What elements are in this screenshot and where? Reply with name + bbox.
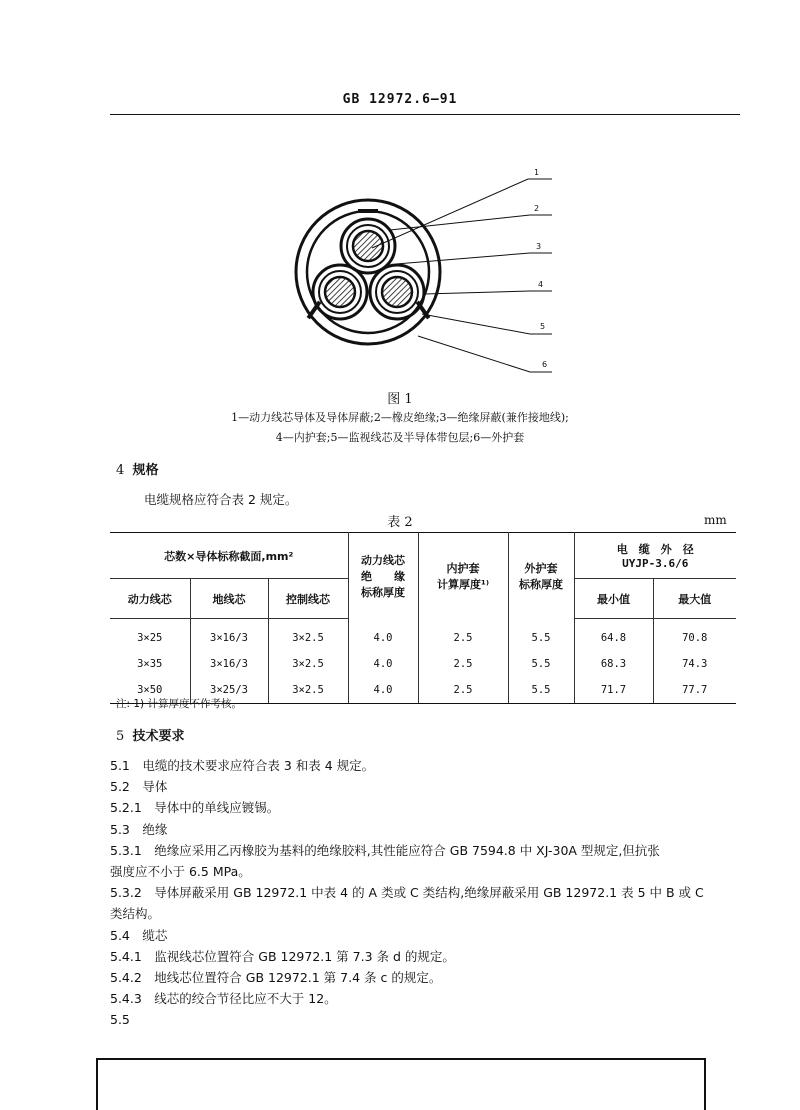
clause-line: 5.3.2 导体屏蔽采用 GB 12972.1 中表 4 的 A 类或 C 类结构,绝缘屏蔽采用 GB 12972.1 表 5 中 B 或 C (110, 885, 704, 901)
clause-line: 5.3 绝缘 (110, 821, 168, 837)
header-max: 最大值 (653, 579, 736, 619)
page-header: GB 12972.6—91 (342, 92, 458, 107)
header-rule (110, 114, 740, 115)
section-5-heading (116, 725, 185, 744)
table-title: 表 2 (387, 515, 413, 530)
header-insulation: 动力线芯 绝 缘 标称厚度 (348, 533, 418, 619)
monitor-core (358, 209, 378, 213)
figure-caption-line-2: 4—内护套;5—监视线芯及半导体带包层;6—外护套 (275, 431, 525, 444)
figure-caption-line-1: 1—动力线芯导体及导体屏蔽;2—橡皮绝缘;3—绝缘屏蔽(兼作接地线); (231, 411, 569, 424)
clause-line: 5.3.1 绝缘应采用乙丙橡胶为基料的绝缘胶料,其性能应符合 GB 7594.8 中 XJ-30A 型规定,但抗张 (110, 842, 660, 858)
clause-line: 5.1 电缆的技术要求应符合表 3 和表 4 规定。 (110, 758, 375, 773)
clause-line: 5.2 导体 (110, 779, 168, 795)
clause-line: 类结构。 (110, 906, 161, 922)
section-number: 5 (116, 729, 125, 744)
power-core (313, 265, 367, 319)
leader-line-4 (424, 291, 552, 294)
table-row: 3×25 3×16/3 3×2.5 4.0 2.5 5.5 64.8 70.8 (110, 619, 736, 652)
leader-line-3 (396, 253, 552, 264)
header-power-core: 动力线芯 (110, 579, 190, 619)
header-min: 最小值 (574, 579, 653, 619)
section-4-heading (116, 459, 159, 478)
figure-number: 图 1 (387, 392, 413, 407)
leader-line-6 (418, 336, 552, 372)
clause-line: 5.4.3 线芯的绞合节径比应不大于 12。 (110, 991, 337, 1007)
section-4-paragraph: 电缆规格应符合表 2 规定。 (144, 492, 298, 507)
callout-6: 6 (542, 360, 548, 369)
clause-line: 5.4 缆芯 (110, 927, 168, 943)
cable-cross-section-figure (280, 168, 580, 380)
table-row: 3×50 3×25/3 3×2.5 4.0 2.5 5.5 71.7 77.7 (110, 677, 736, 704)
header-outer-sheath: 外护套 标称厚度 (508, 533, 574, 619)
clause-line: 5.4.1 监视线芯位置符合 GB 12972.1 第 7.3 条 d 的规定。 (110, 948, 455, 964)
callout-1: 1 (534, 168, 540, 177)
leader-line-5 (422, 314, 552, 334)
section-title: 规格 (132, 463, 159, 478)
power-core (370, 265, 424, 319)
header-core-group: 芯数×导体标称截面,mm² (110, 533, 348, 579)
callout-4: 4 (538, 280, 544, 289)
header-diameter: 电 缆 外 径 UYJP-3.6/6 (574, 533, 736, 579)
header-control-core: 控制线芯 (268, 579, 348, 619)
section-5-body (110, 755, 750, 1031)
clause-line: 5.4.2 地线芯位置符合 GB 12972.1 第 7.4 条 c 的规定。 (110, 970, 442, 986)
specification-table (110, 532, 736, 704)
header-inner-sheath: 内护套 计算厚度¹⁾ (418, 533, 508, 619)
bottom-frame (96, 1058, 706, 1110)
clause-line: 强度应不小于 6.5 MPa。 (110, 864, 251, 880)
clause-line: 5.2.1 导体中的单线应镀锡。 (110, 800, 280, 816)
clause-line: 5.5 (110, 1012, 130, 1028)
callout-3: 3 (536, 242, 542, 251)
callout-5: 5 (540, 322, 546, 331)
section-title: 技术要求 (132, 729, 185, 744)
callout-2: 2 (534, 204, 540, 213)
table-row: 3×35 3×16/3 3×2.5 4.0 2.5 5.5 68.3 74.3 (110, 651, 736, 677)
header-ground-core: 地线芯 (190, 579, 268, 619)
leader-line-1 (372, 179, 552, 248)
section-number: 4 (116, 463, 125, 478)
table-note: 注: 1) 计算厚度不作考核。 (116, 698, 242, 710)
table-unit: mm (704, 513, 727, 527)
power-core (341, 219, 395, 273)
